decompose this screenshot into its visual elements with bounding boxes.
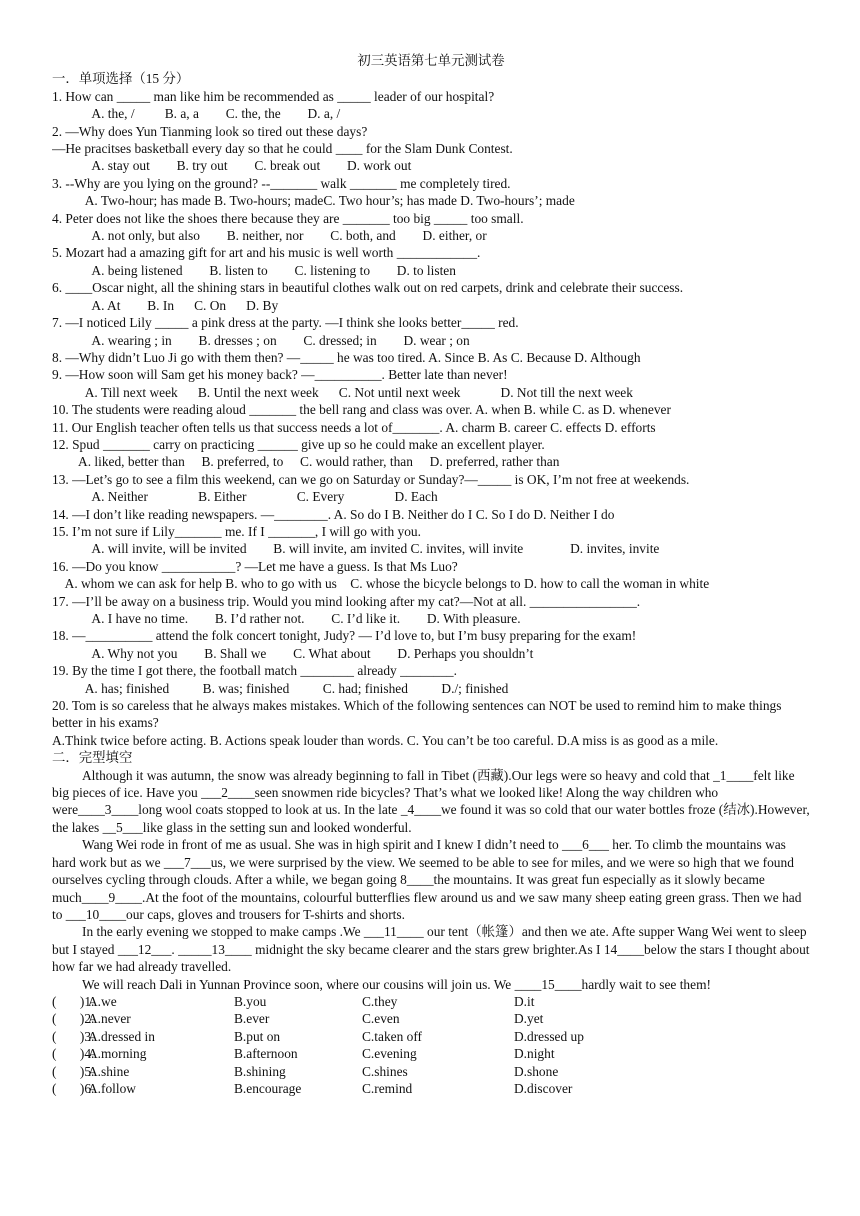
answer-blank[interactable]: ( )5. (52, 1063, 95, 1079)
passage-paragraph: In the early evening we stopped to make camps .We ___11____ our tent（帐篷）and then we ate. Afte supper Wang Wei went to sleep but I stayed ___12___. _____13____ midnight the sky became clearer and the stars grew brighter.As I 14____below the stars I thought about how far we had already travelled. (52, 924, 810, 975)
question-text: 1. How can _____ man like him be recommended as _____ leader of our hospital? (52, 88, 495, 104)
option-d: D.discover (514, 1080, 573, 1096)
question-text: 16. —Do you know ___________? —Let me have a guess. Is that Ms Luo? (52, 558, 458, 574)
option-d: D.yet (514, 1011, 544, 1027)
question-text: 5. Mozart had a amazing gift for art and his music is well worth ____________. (52, 245, 481, 261)
section-2-heading: 二．完型填空 (52, 750, 133, 766)
question-text: 4. Peter does not like the shoes there because they are _______ too big _____ too small. (52, 210, 524, 226)
option-c: C.remind (362, 1080, 413, 1096)
option-c: C.taken off (362, 1028, 422, 1044)
question-text: 18. —__________ attend the folk concert tonight, Judy? — I’d love to, but I’m busy preparing for the exam! (52, 628, 637, 644)
question-text: 2. —Why does Yun Tianming look so tired out these days? (52, 123, 368, 139)
cloze-option-row (52, 1080, 810, 1097)
question-options: A. the, / B. a, a C. the, the D. a, / (52, 106, 341, 122)
cloze-option-row (52, 1028, 810, 1045)
question-text: 13. —Let’s go to see a film this weekend, can we go on Saturday or Sunday?—_____ is OK, I’m not free at weekends. (52, 471, 690, 487)
question-options: A. being listened B. listen to C. listening to D. to listen (52, 262, 456, 278)
passage-paragraph: Although it was autumn, the snow was already beginning to fall in Tibet (西藏).Our legs were so heavy and cold that _1____felt like big pieces of ice. Have you ___2____seen snowmen ride bicycles? That’s what we looked like! Along the way children who were____3____long wool coats stopped to look at us. In the late _4____we found it was so cold that our water bottles froze (结冰).However, the lakes __5___like glass in the setting sun and looked wonderful. (52, 767, 810, 835)
option-d: D.it (514, 993, 535, 1009)
question-text: 12. Spud _______ carry on practicing ______ give up so he could make an excellent player. (52, 436, 545, 452)
option-b: B.encourage (234, 1080, 302, 1096)
question-options: A. Neither B. Either C. Every D. Each (52, 489, 438, 505)
question-options: A. stay out B. try out C. break out D. work out (52, 158, 412, 174)
question-text: 17. —I’ll be away on a business trip. Would you mind looking after my cat?—Not at all. ________________. (52, 593, 641, 609)
option-b: B.you (234, 993, 267, 1009)
option-b: B.put on (234, 1028, 281, 1044)
question-20: 20. Tom is so careless that he always makes mistakes. Which of the following sentences can NOT be used to remind him to make things better in his exams? (52, 698, 782, 731)
option-a: A.morning (88, 1046, 147, 1062)
option-c: C.even (362, 1011, 400, 1027)
answer-blank[interactable]: ( )6. (52, 1080, 95, 1096)
passage-paragraph: Wang Wei rode in front of me as usual. She was in high spirit and I knew I didn’t need to ___6___ her. To climb the mountains was hard work but as we ___7___us, we were surprised by the view. We seemed to be able to see for miles, and we were so high that we found ourselves cycling through clouds. After a while, we began going 8____the mountains. It was great fun especially as it slowly became much____9____.At the foot of the mountains, colourful butterflies flew around us and we saw many sheep eating green grass. Then we had to ___10____our caps, gloves and trousers for T-shirts and shorts. (52, 837, 802, 922)
question-text: 8. —Why didn’t Luo Ji go with them then? —_____ he was too tired. A. Since B. As C. Because D. Although (52, 349, 641, 365)
question-options: A. Two-hour; has made B. Two-hours; madeC. Two hour’s; has made D. Two-hours’; made (52, 193, 575, 209)
question-options: A. I have no time. B. I’d rather not. C. I’d like it. D. With pleasure. (52, 611, 521, 626)
passage-paragraph: We will reach Dali in Yunnan Province soon, where our cousins will join us. We ____15____hardly wait to see them! (82, 976, 711, 992)
question-text: 15. I’m not sure if Lily_______ me. If I _______, I will go with you. (52, 523, 421, 539)
option-a: A.shine (88, 1063, 130, 1079)
cloze-option-row (52, 993, 810, 1010)
question-text: 7. —I noticed Lily _____ a pink dress at the party. —I think she looks better_____ red. (52, 315, 519, 331)
option-b: B.afternoon (234, 1046, 298, 1062)
option-b: B.shining (234, 1063, 286, 1079)
question-options: A. whom we can ask for help B. who to go with us C. whose the bicycle belongs to D. how to call the woman in white (52, 576, 710, 592)
question-text: 9. —How soon will Sam get his money back? —__________. Better late than never! (52, 367, 508, 383)
cloze-option-row (52, 1010, 810, 1027)
answer-blank[interactable]: ( )4. (52, 1046, 95, 1062)
question-options: A. not only, but also B. neither, nor C. both, and D. either, or (52, 228, 487, 244)
question-options: A. At B. In C. On D. By (52, 297, 279, 313)
cloze-option-row (52, 1063, 810, 1080)
option-a: A.dressed in (88, 1028, 155, 1044)
cloze-options (52, 993, 810, 1097)
question-text: 11. Our English teacher often tells us that success needs a lot of_______. A. charm B. career C. effects D. efforts (52, 419, 656, 435)
question-text: 14. —I don’t like reading newspapers. —________. A. So do I B. Neither do I C. So I do D. Neither I do (52, 506, 615, 522)
test-paper (52, 52, 810, 1097)
answer-blank[interactable]: ( )1. (52, 993, 95, 1009)
option-c: C.evening (362, 1046, 417, 1062)
question-options: A. has; finished B. was; finished C. had; finished D./; finished (52, 680, 509, 696)
cloze-option-row (52, 1045, 810, 1062)
question-options: A. wearing ; in B. dresses ; on C. dressed; in D. wear ; on (52, 332, 470, 348)
question-options: A. Till next week B. Until the next week C. Not until next week D. Not till the next week (52, 384, 633, 400)
section-1-questions (52, 88, 810, 697)
section-1-heading: 一．单项选择（15 分） (52, 71, 190, 87)
question-20-options: A.Think twice before acting. B. Actions speak louder than words. C. You can’t be too careful. D.A miss is as good as a mile. (52, 732, 719, 748)
question-text: 3. --Why are you lying on the ground? --_______ walk _______ me completely tired. (52, 175, 511, 191)
option-a: A.we (88, 993, 117, 1009)
question-text: 19. By the time I got there, the football match ________ already ________. (52, 663, 457, 679)
option-a: A.follow (88, 1080, 136, 1096)
question-text: —He pracitses basketball every day so that he could ____ for the Slam Dunk Contest. (52, 141, 513, 157)
option-d: D.night (514, 1046, 555, 1062)
option-b: B.ever (234, 1011, 270, 1027)
answer-blank[interactable]: ( )3. (52, 1028, 95, 1044)
answer-blank[interactable]: ( )2. (52, 1011, 95, 1027)
option-c: C.shines (362, 1063, 408, 1079)
question-options: A. will invite, will be invited B. will invite, am invited C. invites, will invite D. invites, invite (52, 541, 660, 557)
question-text: 6. ____Oscar night, all the shining stars in beautiful clothes walk out on red carpets, drink and celebrate their success. (52, 280, 684, 296)
option-a: A.never (88, 1011, 131, 1027)
cloze-passage (52, 767, 810, 993)
option-d: D.shone (514, 1063, 559, 1079)
question-text: 10. The students were reading aloud _______ the bell rang and class was over. A. when B. while C. as D. whenever (52, 402, 671, 418)
question-options: A. Why not you B. Shall we C. What about D. Perhaps you shouldn’t (52, 645, 534, 661)
page-title: 初三英语第七单元测试卷 (357, 53, 505, 68)
question-options: A. liked, better than B. preferred, to C. would rather, than D. preferred, rather than (52, 454, 560, 470)
option-d: D.dressed up (514, 1028, 584, 1044)
option-c: C.they (362, 993, 398, 1009)
